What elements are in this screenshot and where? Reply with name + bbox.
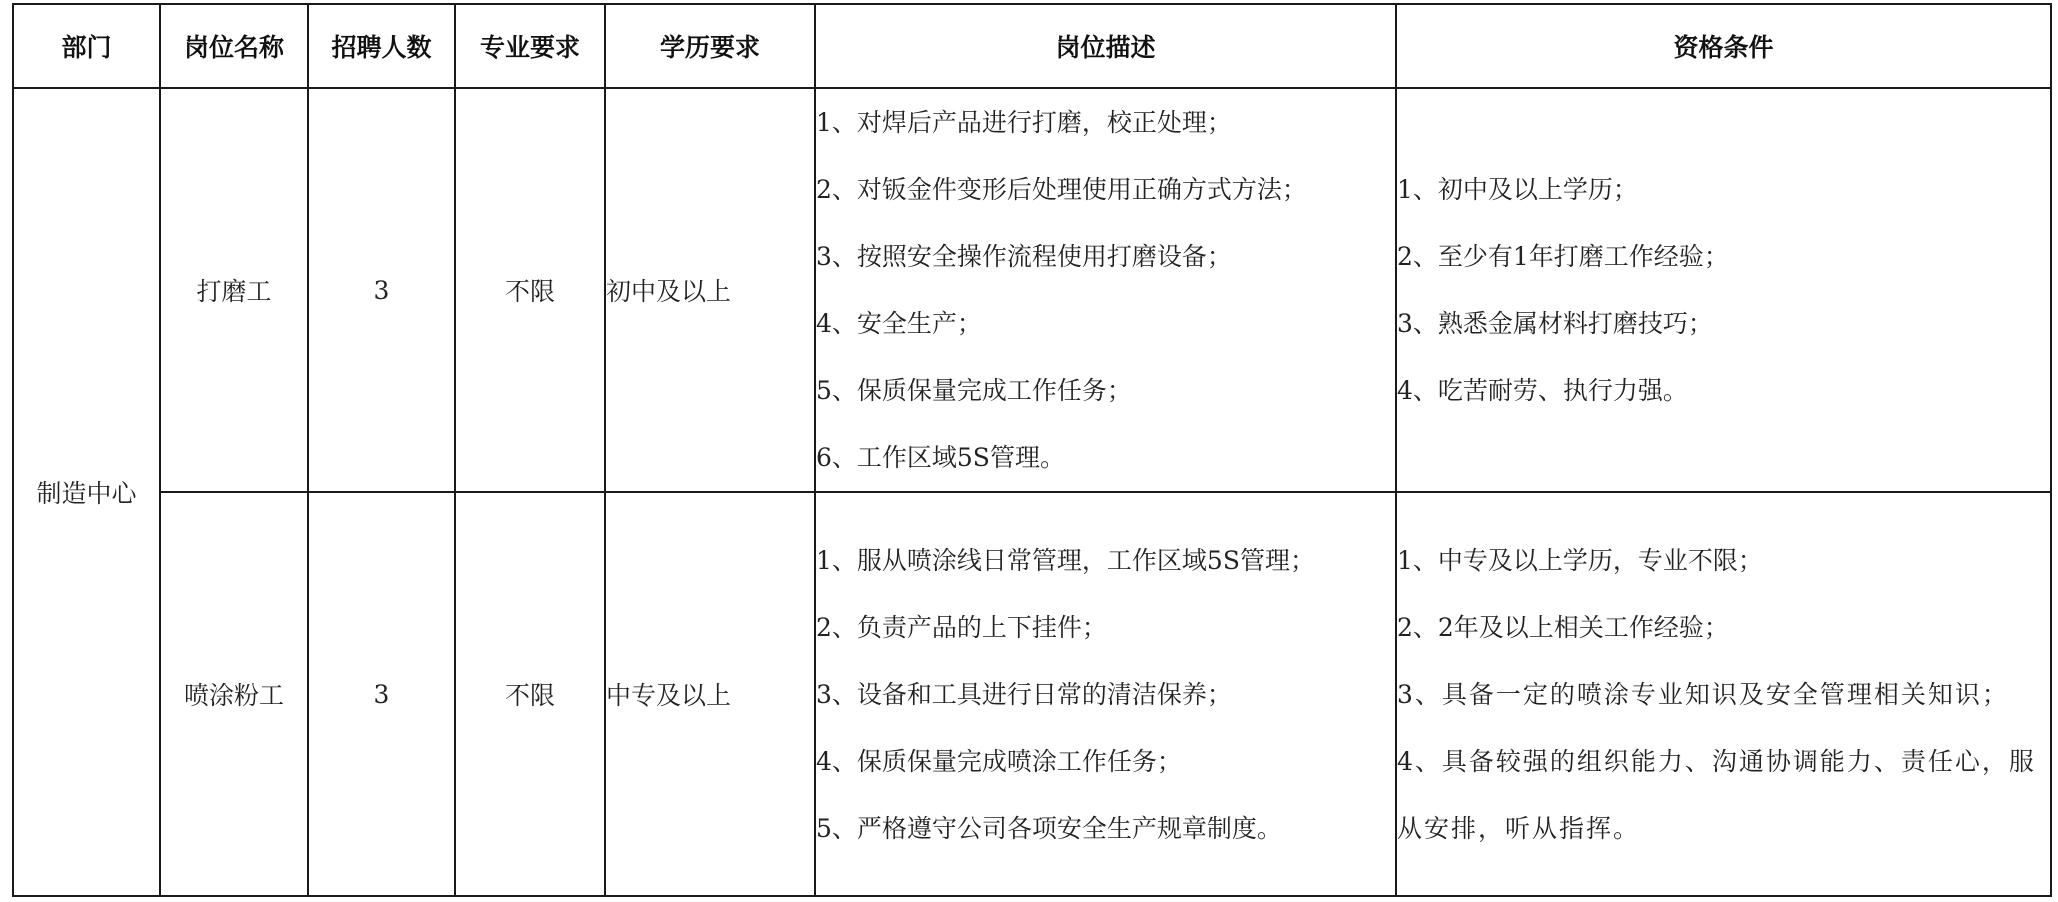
recruitment-table [12,3,2052,897]
major-cell: 不限 [455,88,605,492]
qualification-line: 2、至少有1年打磨工作经验； [1397,242,1729,271]
qualification-line: 4、吃苦耐劳、执行力强。 [1397,376,1688,405]
header-headcount: 招聘人数 [308,4,455,88]
qualification-line: 3、具备一定的喷涂专业知识及安全管理相关知识； [1397,679,2009,709]
header-major: 专业要求 [455,4,605,88]
header-description: 岗位描述 [815,4,1396,88]
qualification-line: 1、初中及以上学历； [1397,175,1638,204]
qualification-line: 3、熟悉金属材料打磨技巧； [1397,309,1713,338]
description-line: 4、安全生产； [816,309,982,338]
position-cell: 打磨工 [160,88,308,492]
description-line: 5、严格遵守公司各项安全生产规章制度。 [816,813,1282,843]
description-line: 2、对钣金件变形后处理使用正确方式方法； [816,175,1307,204]
headcount-cell: 3 [308,88,455,492]
qualifications-cell [1396,492,2051,896]
header-education: 学历要求 [605,4,815,88]
table-row [13,88,2051,492]
qualification-line: 2、2年及以上相关工作经验； [1397,612,1729,642]
major-cell: 不限 [455,492,605,896]
description-line: 3、按照安全操作流程使用打磨设备； [816,242,1232,271]
qualification-line: 4、具备较强的组织能力、沟通协调能力、责任心，服从安排，听从指挥。 [1397,746,2036,843]
header-qualifications: 资格条件 [1396,4,2051,88]
department-cell: 制造中心 [13,88,160,896]
position-cell: 喷涂粉工 [160,492,308,896]
header-department: 部门 [13,4,160,88]
education-cell: 初中及以上 [605,88,815,492]
description-line: 2、负责产品的上下挂件； [816,612,1107,642]
header-row [13,4,2051,88]
description-line: 1、服从喷涂线日常管理，工作区域5S管理； [816,545,1315,575]
header-position: 岗位名称 [160,4,308,88]
qualifications-cell [1396,88,2051,492]
description-line: 5、保质保量完成工作任务； [816,376,1132,405]
description-cell [815,88,1396,492]
table-row [13,492,2051,896]
education-cell: 中专及以上 [605,492,815,896]
description-line: 3、设备和工具进行日常的清洁保养； [816,679,1232,709]
description-line: 1、对焊后产品进行打磨，校正处理； [816,108,1232,137]
headcount-cell: 3 [308,492,455,896]
description-line: 6、工作区域5S管理。 [816,443,1065,472]
description-line: 4、保质保量完成喷涂工作任务； [816,746,1182,776]
description-cell [815,492,1396,896]
qualification-line: 1、中专及以上学历，专业不限； [1397,545,1763,575]
